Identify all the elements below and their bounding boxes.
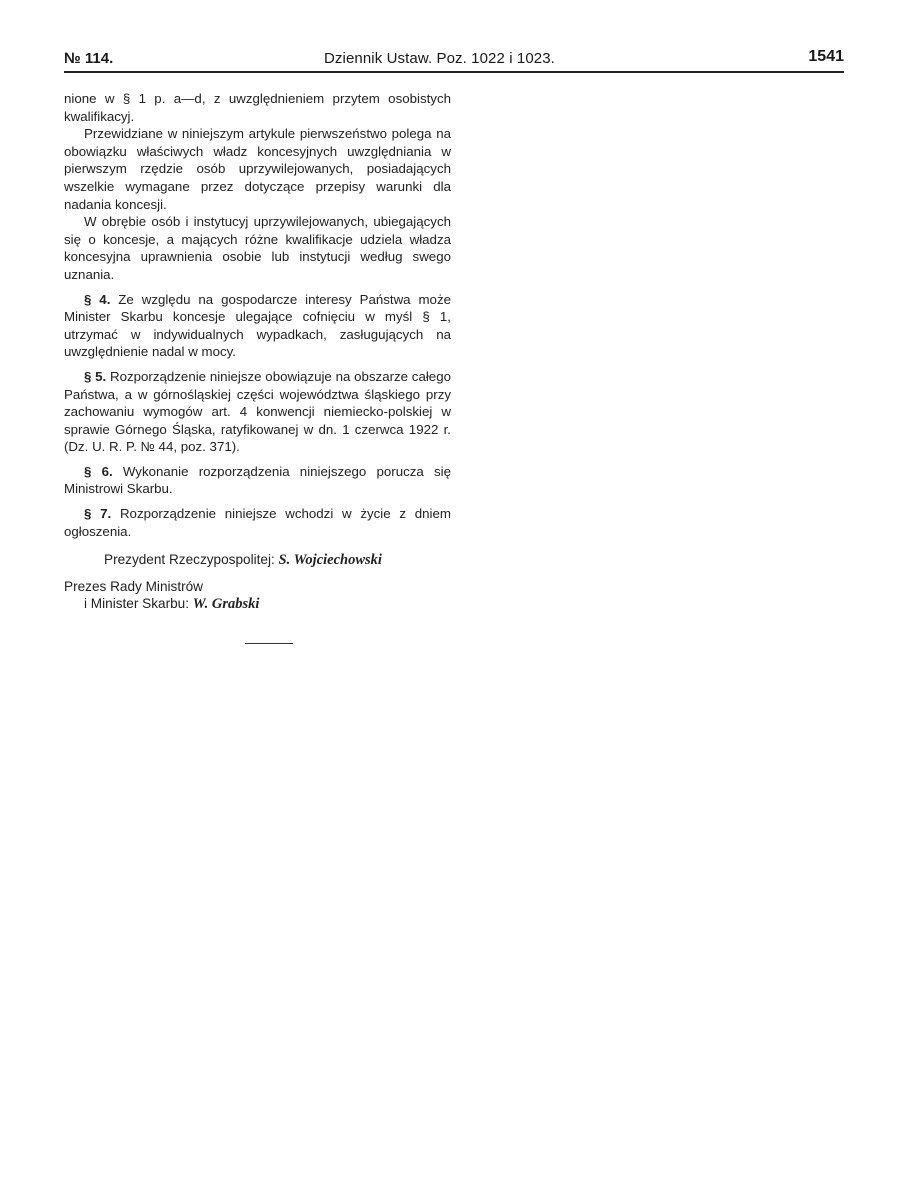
section-7 <box>64 505 451 540</box>
paragraph-continuation: nione w § 1 p. a—d, z uwzględnieniem przytem osobistych kwalifikacyj. <box>64 91 451 124</box>
section-7-label: § 7. <box>84 506 112 522</box>
page-header <box>64 48 844 72</box>
section-4-label: § 4. <box>84 291 111 307</box>
issue-number: № 114. <box>64 50 114 67</box>
section-5-label: § 5. <box>84 368 107 384</box>
section-5 <box>64 368 451 456</box>
minister-title: i Minister Skarbu: <box>84 596 190 612</box>
minister-name: W. Grabski <box>192 596 260 613</box>
president-title: Prezydent Rzeczypospolitej: <box>104 552 275 568</box>
section-6-text: Wykonanie rozporządzenia niniejszego porucza się Ministrowi Skarbu. <box>64 463 451 497</box>
section-7-text: Rozporządzenie niniejsze wchodzi w życie z dniem ogłoszenia. <box>64 506 451 539</box>
journal-title: Dziennik Ustaw. Poz. 1022 i 1023. <box>324 50 555 67</box>
president-name: S. Wojciechowski <box>278 552 382 569</box>
paragraph-priority: Przewidziane w niniejszym artykule pierwszeństwo polega na obowiązku właściwych władz koncesyjnych uwzględniania w pierwszym rzędzie osób uprzywilejowanych, posiadających wszelkie wymagane przez dotyczące przepisy warunki dla nadania koncesji. <box>64 126 451 212</box>
end-rule <box>245 643 293 644</box>
section-4 <box>64 291 451 361</box>
signature-president <box>64 551 451 570</box>
page-number: 1541 <box>808 48 844 65</box>
signature-minister <box>64 595 451 614</box>
section-6-label: § 6. <box>84 463 113 479</box>
paragraph-discretion: W obrębie osób i instytucyj uprzywilejowanych, ubiegających się o koncesje, a mających różne kwalifikacje udziela władza koncesyjna uprawnienia osobie lub instytucji według swego uznania. <box>64 214 451 282</box>
text-column <box>64 90 451 614</box>
section-4-text: Ze względu na gospodarcze interesy Państwa może Minister Skarbu koncesje ulegające cofnięciu w myśl § 1, utrzymać w indywidualnych wypadkach, zasługujących na uwzględnienie nadal w mocy. <box>64 291 451 360</box>
section-5-text: Rozporządzenie niniejsze obowiązuje na obszarze całego Państwa, a w górnośląskiej części województwa śląskiego przy zachowaniu wymogów art. 4 konwencji niemiecko-polskiej w sprawie Górnego Śląska, ratyfikowanej w dn. 1 czerwca 1922 r. (Dz. U. R. P. № 44, poz. 371). <box>64 368 451 455</box>
signature-premier-title: Prezes Rady Ministrów <box>64 578 203 594</box>
header-rule <box>64 71 844 73</box>
section-6 <box>64 463 451 498</box>
